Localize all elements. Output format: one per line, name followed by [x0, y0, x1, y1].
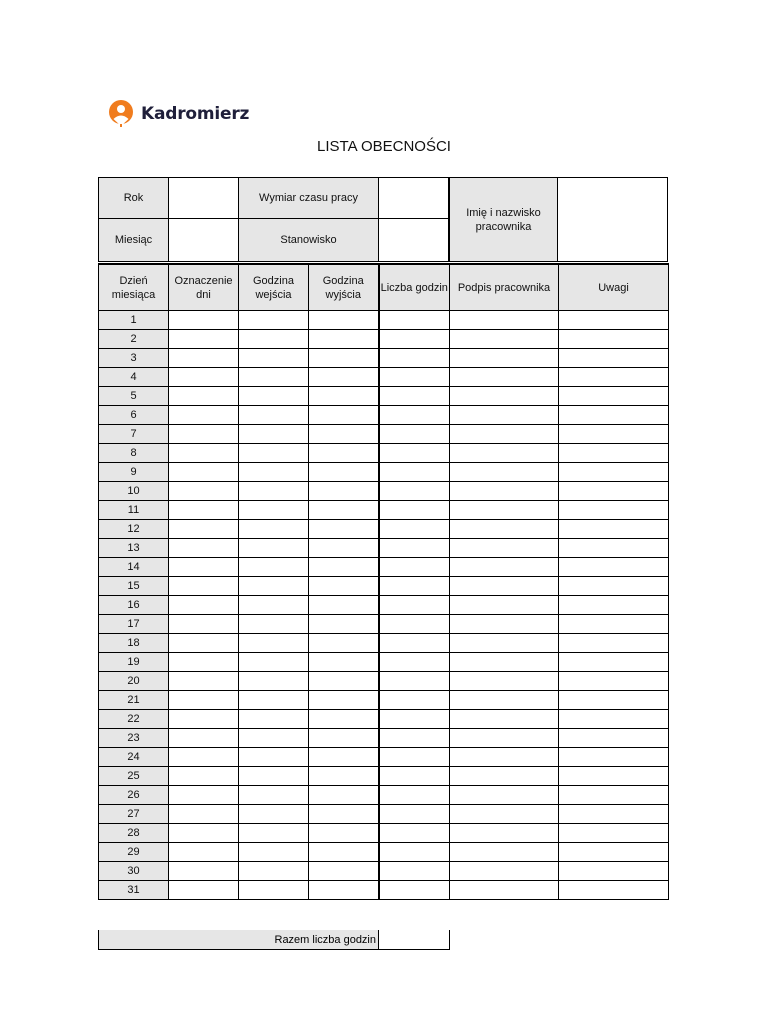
day-number: 13	[99, 539, 169, 558]
notes-cell[interactable]	[559, 634, 669, 653]
hours-cell[interactable]	[379, 520, 450, 539]
day-number: 3	[99, 349, 169, 368]
entry-time-cell[interactable]	[239, 881, 309, 900]
entry-time-cell[interactable]	[239, 558, 309, 577]
day-mark-cell[interactable]	[169, 330, 239, 349]
entry-time-cell[interactable]	[239, 824, 309, 843]
entry-time-cell[interactable]	[239, 634, 309, 653]
day-number: 27	[99, 805, 169, 824]
hours-cell[interactable]	[379, 501, 450, 520]
entry-time-cell[interactable]	[239, 330, 309, 349]
signature-cell[interactable]	[450, 482, 559, 501]
signature-cell[interactable]	[450, 729, 559, 748]
day-mark-cell[interactable]	[169, 824, 239, 843]
exit-time-cell[interactable]	[309, 463, 379, 482]
stanowisko-field[interactable]	[378, 218, 449, 262]
table-row	[99, 539, 669, 558]
hours-cell[interactable]	[379, 805, 450, 824]
day-number: 30	[99, 862, 169, 881]
header-liczba: Liczba godzin	[379, 264, 450, 311]
entry-time-cell[interactable]	[239, 805, 309, 824]
rok-field[interactable]	[168, 177, 239, 219]
exit-time-cell[interactable]	[309, 748, 379, 767]
entry-time-cell[interactable]	[239, 767, 309, 786]
exit-time-cell[interactable]	[309, 330, 379, 349]
entry-time-cell[interactable]	[239, 786, 309, 805]
notes-cell[interactable]	[559, 444, 669, 463]
hours-cell[interactable]	[379, 843, 450, 862]
day-number: 6	[99, 406, 169, 425]
total-hours-field[interactable]	[379, 930, 450, 950]
table-row	[99, 843, 669, 862]
table-row	[99, 520, 669, 539]
entry-time-cell[interactable]	[239, 349, 309, 368]
day-mark-cell[interactable]	[169, 596, 239, 615]
day-number: 10	[99, 482, 169, 501]
table-row	[99, 577, 669, 596]
day-number: 2	[99, 330, 169, 349]
exit-time-cell[interactable]	[309, 406, 379, 425]
notes-cell[interactable]	[559, 805, 669, 824]
exit-time-cell[interactable]	[309, 425, 379, 444]
table-row	[99, 824, 669, 843]
exit-time-cell[interactable]	[309, 786, 379, 805]
hours-cell[interactable]	[379, 729, 450, 748]
signature-cell[interactable]	[450, 520, 559, 539]
entry-time-cell[interactable]	[239, 444, 309, 463]
signature-cell[interactable]	[450, 425, 559, 444]
entry-time-cell[interactable]	[239, 463, 309, 482]
header-wyjscie: Godzina wyjścia	[309, 264, 379, 311]
exit-time-cell[interactable]	[309, 691, 379, 710]
day-mark-cell[interactable]	[169, 482, 239, 501]
exit-time-cell[interactable]	[309, 596, 379, 615]
table-row	[99, 368, 669, 387]
signature-cell[interactable]	[450, 501, 559, 520]
entry-time-cell[interactable]	[239, 539, 309, 558]
day-mark-cell[interactable]	[169, 729, 239, 748]
day-number: 7	[99, 425, 169, 444]
notes-cell[interactable]	[559, 482, 669, 501]
day-mark-cell[interactable]	[169, 349, 239, 368]
exit-time-cell[interactable]	[309, 729, 379, 748]
entry-time-cell[interactable]	[239, 843, 309, 862]
wymiar-field[interactable]	[378, 177, 449, 219]
exit-time-cell[interactable]	[309, 482, 379, 501]
notes-cell[interactable]	[559, 843, 669, 862]
entry-time-cell[interactable]	[239, 862, 309, 881]
day-mark-cell[interactable]	[169, 425, 239, 444]
notes-cell[interactable]	[559, 539, 669, 558]
day-number: 17	[99, 615, 169, 634]
signature-cell[interactable]	[450, 805, 559, 824]
notes-cell[interactable]	[559, 862, 669, 881]
signature-cell[interactable]	[450, 349, 559, 368]
hours-cell[interactable]	[379, 748, 450, 767]
signature-cell[interactable]	[450, 368, 559, 387]
exit-time-cell[interactable]	[309, 881, 379, 900]
exit-time-cell[interactable]	[309, 805, 379, 824]
hours-cell[interactable]	[379, 406, 450, 425]
day-mark-cell[interactable]	[169, 501, 239, 520]
signature-cell[interactable]	[450, 615, 559, 634]
hours-cell[interactable]	[379, 615, 450, 634]
hours-cell[interactable]	[379, 824, 450, 843]
notes-cell[interactable]	[559, 729, 669, 748]
signature-cell[interactable]	[450, 843, 559, 862]
exit-time-cell[interactable]	[309, 577, 379, 596]
hours-cell[interactable]	[379, 672, 450, 691]
day-number: 11	[99, 501, 169, 520]
signature-cell[interactable]	[450, 463, 559, 482]
signature-cell[interactable]	[450, 577, 559, 596]
exit-time-cell[interactable]	[309, 444, 379, 463]
day-mark-cell[interactable]	[169, 387, 239, 406]
hours-cell[interactable]	[379, 349, 450, 368]
table-row	[99, 881, 669, 900]
table-row	[99, 482, 669, 501]
signature-cell[interactable]	[450, 862, 559, 881]
miesiac-field[interactable]	[168, 218, 239, 262]
hours-cell[interactable]	[379, 482, 450, 501]
header-podpis: Podpis pracownika	[450, 264, 559, 311]
day-mark-cell[interactable]	[169, 786, 239, 805]
notes-cell[interactable]	[559, 406, 669, 425]
table-row	[99, 767, 669, 786]
table-row	[99, 748, 669, 767]
hours-cell[interactable]	[379, 767, 450, 786]
day-number: 22	[99, 710, 169, 729]
table-row	[99, 501, 669, 520]
day-mark-cell[interactable]	[169, 558, 239, 577]
exit-time-cell[interactable]	[309, 368, 379, 387]
notes-cell[interactable]	[559, 710, 669, 729]
notes-cell[interactable]	[559, 349, 669, 368]
exit-time-cell[interactable]	[309, 501, 379, 520]
signature-cell[interactable]	[450, 330, 559, 349]
day-number: 4	[99, 368, 169, 387]
table-row	[99, 634, 669, 653]
exit-time-cell[interactable]	[309, 843, 379, 862]
entry-time-cell[interactable]	[239, 482, 309, 501]
day-number: 19	[99, 653, 169, 672]
notes-cell[interactable]	[559, 615, 669, 634]
table-row	[99, 786, 669, 805]
hours-cell[interactable]	[379, 881, 450, 900]
entry-time-cell[interactable]	[239, 368, 309, 387]
table-row	[99, 596, 669, 615]
day-mark-cell[interactable]	[169, 767, 239, 786]
day-number: 8	[99, 444, 169, 463]
exit-time-cell[interactable]	[309, 349, 379, 368]
imie-field[interactable]	[557, 177, 668, 262]
notes-cell[interactable]	[559, 748, 669, 767]
day-mark-cell[interactable]	[169, 311, 239, 330]
day-mark-cell[interactable]	[169, 406, 239, 425]
hours-cell[interactable]	[379, 539, 450, 558]
signature-cell[interactable]	[450, 387, 559, 406]
notes-cell[interactable]	[559, 881, 669, 900]
day-mark-cell[interactable]	[169, 444, 239, 463]
entry-time-cell[interactable]	[239, 615, 309, 634]
employee-info-block	[98, 177, 668, 262]
notes-cell[interactable]	[559, 463, 669, 482]
signature-cell[interactable]	[450, 311, 559, 330]
hours-cell[interactable]	[379, 710, 450, 729]
imie-label: Imię i nazwisko pracownika	[448, 177, 558, 262]
day-mark-cell[interactable]	[169, 634, 239, 653]
document-title: LISTA OBECNOŚCI	[317, 138, 451, 155]
hours-cell[interactable]	[379, 387, 450, 406]
day-mark-cell[interactable]	[169, 520, 239, 539]
signature-cell[interactable]	[450, 672, 559, 691]
exit-time-cell[interactable]	[309, 824, 379, 843]
entry-time-cell[interactable]	[239, 425, 309, 444]
exit-time-cell[interactable]	[309, 615, 379, 634]
day-mark-cell[interactable]	[169, 463, 239, 482]
day-mark-cell[interactable]	[169, 672, 239, 691]
notes-cell[interactable]	[559, 311, 669, 330]
day-number: 1	[99, 311, 169, 330]
wymiar-label: Wymiar czasu pracy	[238, 177, 379, 219]
entry-time-cell[interactable]	[239, 501, 309, 520]
day-number: 24	[99, 748, 169, 767]
exit-time-cell[interactable]	[309, 672, 379, 691]
signature-cell[interactable]	[450, 444, 559, 463]
hours-cell[interactable]	[379, 330, 450, 349]
entry-time-cell[interactable]	[239, 691, 309, 710]
person-pin-icon	[107, 100, 135, 128]
header-wejscie: Godzina wejścia	[239, 264, 309, 311]
day-mark-cell[interactable]	[169, 368, 239, 387]
entry-time-cell[interactable]	[239, 596, 309, 615]
day-number: 26	[99, 786, 169, 805]
day-mark-cell[interactable]	[169, 843, 239, 862]
exit-time-cell[interactable]	[309, 539, 379, 558]
day-number: 16	[99, 596, 169, 615]
exit-time-cell[interactable]	[309, 387, 379, 406]
entry-time-cell[interactable]	[239, 710, 309, 729]
hours-cell[interactable]	[379, 862, 450, 881]
day-number: 9	[99, 463, 169, 482]
day-mark-cell[interactable]	[169, 653, 239, 672]
day-number: 23	[99, 729, 169, 748]
total-row	[98, 930, 450, 950]
signature-cell[interactable]	[450, 881, 559, 900]
entry-time-cell[interactable]	[239, 729, 309, 748]
notes-cell[interactable]	[559, 596, 669, 615]
table-row	[99, 710, 669, 729]
day-mark-cell[interactable]	[169, 805, 239, 824]
exit-time-cell[interactable]	[309, 710, 379, 729]
table-row	[99, 653, 669, 672]
entry-time-cell[interactable]	[239, 577, 309, 596]
notes-cell[interactable]	[559, 672, 669, 691]
day-number: 15	[99, 577, 169, 596]
table-row	[99, 463, 669, 482]
hours-cell[interactable]	[379, 786, 450, 805]
signature-cell[interactable]	[450, 596, 559, 615]
entry-time-cell[interactable]	[239, 387, 309, 406]
notes-cell[interactable]	[559, 368, 669, 387]
notes-cell[interactable]	[559, 577, 669, 596]
notes-cell[interactable]	[559, 786, 669, 805]
signature-cell[interactable]	[450, 539, 559, 558]
notes-cell[interactable]	[559, 558, 669, 577]
day-mark-cell[interactable]	[169, 862, 239, 881]
entry-time-cell[interactable]	[239, 748, 309, 767]
day-number: 21	[99, 691, 169, 710]
entry-time-cell[interactable]	[239, 672, 309, 691]
entry-time-cell[interactable]	[239, 520, 309, 539]
hours-cell[interactable]	[379, 311, 450, 330]
entry-time-cell[interactable]	[239, 311, 309, 330]
day-mark-cell[interactable]	[169, 710, 239, 729]
header-uwagi: Uwagi	[559, 264, 669, 311]
exit-time-cell[interactable]	[309, 862, 379, 881]
hours-cell[interactable]	[379, 577, 450, 596]
signature-cell[interactable]	[450, 691, 559, 710]
day-number: 12	[99, 520, 169, 539]
brand-name: Kadromierz	[141, 104, 250, 124]
notes-cell[interactable]	[559, 520, 669, 539]
stanowisko-label: Stanowisko	[238, 218, 379, 262]
notes-cell[interactable]	[559, 824, 669, 843]
signature-cell[interactable]	[450, 767, 559, 786]
hours-cell[interactable]	[379, 634, 450, 653]
signature-cell[interactable]	[450, 406, 559, 425]
table-row	[99, 387, 669, 406]
table-row	[99, 406, 669, 425]
table-row	[99, 425, 669, 444]
table-header-row	[99, 264, 669, 311]
notes-cell[interactable]	[559, 767, 669, 786]
attendance-table	[98, 263, 669, 900]
table-row	[99, 330, 669, 349]
exit-time-cell[interactable]	[309, 558, 379, 577]
notes-cell[interactable]	[559, 330, 669, 349]
day-number: 14	[99, 558, 169, 577]
day-number: 20	[99, 672, 169, 691]
signature-cell[interactable]	[450, 824, 559, 843]
table-row	[99, 444, 669, 463]
hours-cell[interactable]	[379, 463, 450, 482]
header-dzien: Dzień miesiąca	[99, 264, 169, 311]
hours-cell[interactable]	[379, 596, 450, 615]
hours-cell[interactable]	[379, 691, 450, 710]
day-number: 18	[99, 634, 169, 653]
header-oznaczenie: Oznaczenie dni	[169, 264, 239, 311]
signature-cell[interactable]	[450, 786, 559, 805]
exit-time-cell[interactable]	[309, 634, 379, 653]
hours-cell[interactable]	[379, 558, 450, 577]
day-mark-cell[interactable]	[169, 691, 239, 710]
day-mark-cell[interactable]	[169, 577, 239, 596]
total-label: Razem liczba godzin	[98, 930, 379, 950]
table-row	[99, 349, 669, 368]
exit-time-cell[interactable]	[309, 653, 379, 672]
day-mark-cell[interactable]	[169, 881, 239, 900]
day-mark-cell[interactable]	[169, 748, 239, 767]
notes-cell[interactable]	[559, 425, 669, 444]
table-row	[99, 729, 669, 748]
hours-cell[interactable]	[379, 444, 450, 463]
notes-cell[interactable]	[559, 691, 669, 710]
table-row	[99, 862, 669, 881]
table-row	[99, 615, 669, 634]
exit-time-cell[interactable]	[309, 520, 379, 539]
signature-cell[interactable]	[450, 710, 559, 729]
day-number: 25	[99, 767, 169, 786]
notes-cell[interactable]	[559, 387, 669, 406]
hours-cell[interactable]	[379, 653, 450, 672]
table-row	[99, 311, 669, 330]
miesiac-label: Miesiąc	[98, 218, 169, 262]
notes-cell[interactable]	[559, 653, 669, 672]
rok-label: Rok	[98, 177, 169, 219]
entry-time-cell[interactable]	[239, 653, 309, 672]
table-row	[99, 558, 669, 577]
signature-cell[interactable]	[450, 558, 559, 577]
brand-logo	[107, 100, 249, 128]
exit-time-cell[interactable]	[309, 767, 379, 786]
table-row	[99, 691, 669, 710]
day-number: 5	[99, 387, 169, 406]
day-number: 28	[99, 824, 169, 843]
hours-cell[interactable]	[379, 425, 450, 444]
table-row	[99, 672, 669, 691]
notes-cell[interactable]	[559, 501, 669, 520]
exit-time-cell[interactable]	[309, 311, 379, 330]
signature-cell[interactable]	[450, 653, 559, 672]
day-mark-cell[interactable]	[169, 615, 239, 634]
day-number: 29	[99, 843, 169, 862]
hours-cell[interactable]	[379, 368, 450, 387]
day-mark-cell[interactable]	[169, 539, 239, 558]
signature-cell[interactable]	[450, 748, 559, 767]
day-number: 31	[99, 881, 169, 900]
table-row	[99, 805, 669, 824]
signature-cell[interactable]	[450, 634, 559, 653]
entry-time-cell[interactable]	[239, 406, 309, 425]
